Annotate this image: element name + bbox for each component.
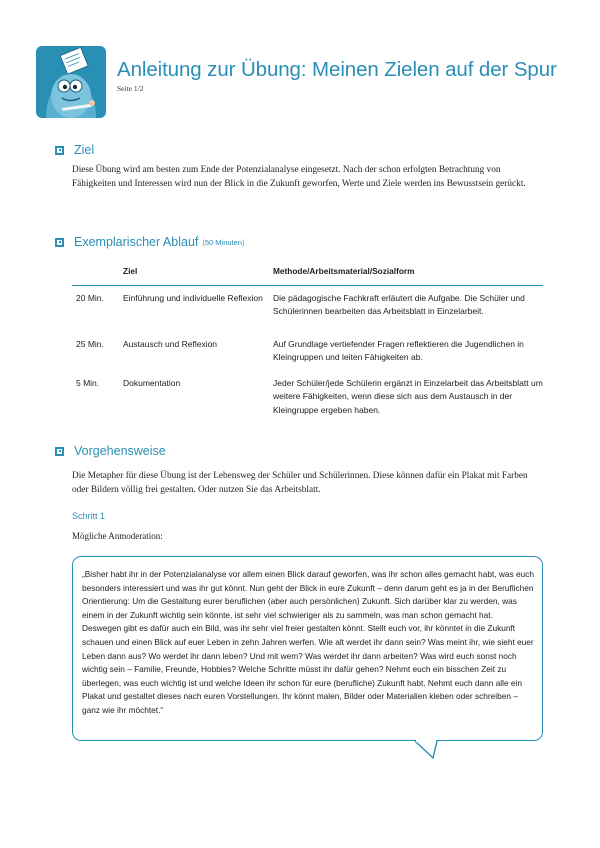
table-header-methode: Methode/Arbeitsmaterial/Sozialform xyxy=(273,266,415,276)
ziel-paragraph: Diese Übung wird am besten zum Ende der Potenzialanalyse eingesetzt. Nach der schon erfolgten Betrachtung von Fähigkeiten und Interessen wird nun der Blick in die Zukunft geworfen, Werte und Ziele werden ins Bewusstsein gerückt. xyxy=(72,165,526,189)
table-divider xyxy=(72,285,543,286)
moderation-quote: „Bisher habt ihr in der Potenzialanalyse vor allem einen Blick darauf geworfen, was ihr schon alles gemacht habt, was euch besonders interessiert und was ihr gut könnt. Nun geht der Blick in eure Zukunft – denn darum geht es ja in der Beruflichen Orientierung: Um die Gestaltung eurer beruflichen (aber auch persönlichen) Zukunft. Sich darüber klar zu werden, was einem in der Zukunft wichtig sein könnte, ist sehr viel schwieriger als zu sammeln, was man schon gemacht hat. Deswegen gibt es dafür auch ein Bild, was ihr sehr viel freier gestalten könnt. Stellt euch vor, ihr könntet in die Zukunft schauen und einen Blick auf euer Leben in zehn Jahren werfen. Wie alt werdet ihr dann sein? Was meint ihr, wie sieht euer Leben dann aus? Wo werdet ihr dann leben? Und mit wem? Was werdet ihr dann arbeiten? Was wird euch sonst noch wichtig sein – Familie, Freunde, Hobbies? Welche Schritte müsst ihr dafür gehen? Nehmt euch ein bisschen Zeit zu überlegen, was euch wichtig ist und welche Ideen ihr schon für eure (berufliche) Zukunft habt. Nehmt euch dann alle ein Plakat und gestaltet dieses nach euren Vorstellungen. Ihr könnt malen, Bilder oder Materialien kleben oder schreiben – ganz wie ihr möchtet.“ xyxy=(82,569,534,715)
table-cell-time: 20 Min. xyxy=(76,293,104,303)
step-label: Schritt 1 xyxy=(72,511,106,521)
section-title: Ziel xyxy=(74,143,95,157)
section-duration: (50 Minuten) xyxy=(202,237,245,247)
table-cell-time: 25 Min. xyxy=(76,339,104,349)
bullet-square-icon xyxy=(55,447,64,456)
page-number: Seite 1/2 xyxy=(117,84,144,93)
table-cell-goal: Einführung und individuelle Reflexion xyxy=(123,293,263,303)
moderation-intro: Mögliche Anmoderation: xyxy=(72,531,163,541)
vorgehen-paragraph: Die Metapher für diese Übung ist der Lebensweg der Schüler und Schülerinnen. Diese können dafür ein Plakat mit Farben oder Bildern völlig frei gestalten. Oder nutzen Sie das Arbeitsblatt. xyxy=(72,471,528,495)
section-title: Exemplarischer Ablauf xyxy=(74,235,199,249)
table-cell-method: Jeder Schüler/jede Schülerin ergänzt in Einzelarbeit das Arbeitsblatt um weitere Fähigkeiten, wenn diese sich aus dem Austausch in der Kleingruppe ergeben haben. xyxy=(273,378,543,415)
section-title: Vorgehensweise xyxy=(74,444,166,458)
table-cell-method: Die pädagogische Fachkraft erläutert die Aufgabe. Die Schüler und Schülerinnen bearbeiten das Arbeitsblatt in Einzelarbeit. xyxy=(273,293,525,317)
section-vorgehen-heading xyxy=(55,444,166,458)
section-ziel-heading xyxy=(55,143,94,157)
table-cell-goal: Austausch und Reflexion xyxy=(123,339,218,349)
section-ablauf-heading xyxy=(55,235,244,249)
mascot-logo-icon xyxy=(36,46,106,118)
bullet-square-icon xyxy=(55,238,64,247)
speech-bubble-tail-icon xyxy=(413,739,441,759)
table-cell-time: 5 Min. xyxy=(76,378,100,388)
table-cell-goal: Dokumentation xyxy=(123,378,181,388)
document-title: Anleitung zur Übung: Meinen Zielen auf der Spur xyxy=(117,58,557,81)
table-header-ziel: Ziel xyxy=(123,266,138,276)
bullet-square-icon xyxy=(55,146,64,155)
table-cell-method: Auf Grundlage vertiefender Fragen reflektieren die Jugendlichen in Kleingruppen und leiten Fähigkeiten ab. xyxy=(273,339,524,363)
